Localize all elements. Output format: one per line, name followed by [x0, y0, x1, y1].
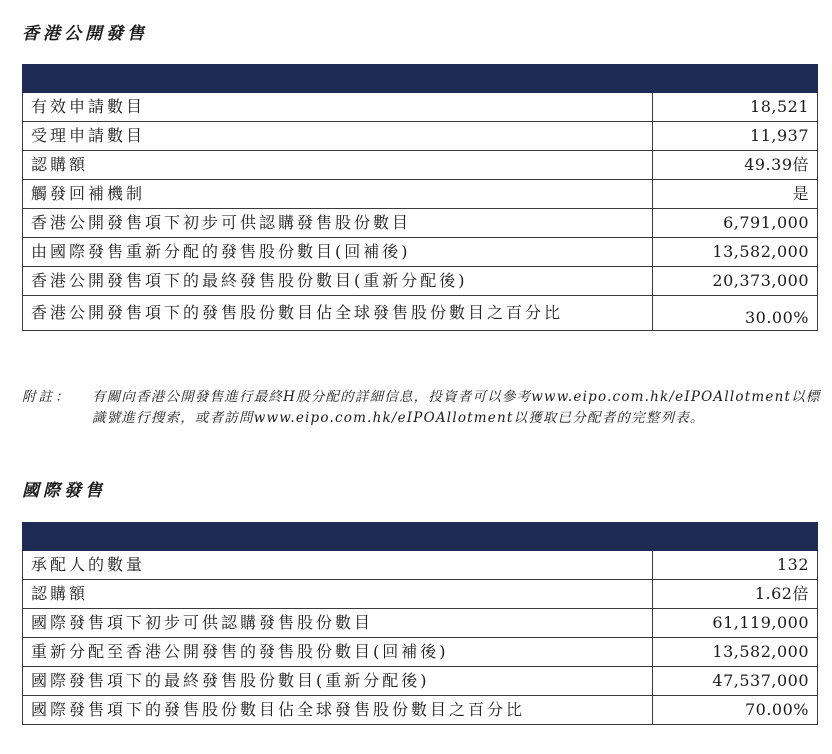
row-value: 是 [653, 180, 818, 209]
table-row [23, 267, 818, 296]
row-value: 132 [653, 551, 818, 580]
row-value: 20,373,000 [653, 267, 818, 296]
table-row [23, 667, 818, 696]
hk-section-title: 香港公開發售 [22, 24, 148, 44]
row-label: 認購額 [23, 151, 653, 180]
row-label: 國際發售項下的最終發售股份數目(重新分配後) [23, 667, 653, 696]
row-label: 由國際發售重新分配的發售股份數目(回補後) [23, 238, 653, 267]
table-row [23, 580, 818, 609]
row-value: 49.39倍 [653, 151, 818, 180]
table-header-band [23, 65, 818, 93]
intl-offering-table [22, 522, 818, 725]
footnote [22, 387, 822, 429]
table-header-band [23, 523, 818, 551]
footnote-lead: 附註： [22, 389, 72, 405]
row-label: 受理申請數目 [23, 122, 653, 151]
table-row [23, 209, 818, 238]
footnote-text: 有關向香港公開發售進行最終H股分配的詳細信息，投資者可以參考www.eipo.com.hk/eIPOAllotment以標識號進行搜索，或者訪問www.eipo.com.hk/eIPOAllotment以獲取已分配者的完整列表。 [92, 389, 821, 426]
row-value: 1.62倍 [653, 580, 818, 609]
table-row [23, 122, 818, 151]
row-value: 13,582,000 [653, 638, 818, 667]
row-value: 70.00% [653, 696, 818, 725]
table-row [23, 696, 818, 725]
table-row [23, 609, 818, 638]
table-row [23, 551, 818, 580]
row-label: 承配人的數量 [23, 551, 653, 580]
row-value: 13,582,000 [653, 238, 818, 267]
table-row [23, 151, 818, 180]
row-label: 香港公開發售項下初步可供認購發售股份數目 [23, 209, 653, 238]
row-value: 18,521 [653, 93, 818, 122]
row-label: 重新分配至香港公開發售的發售股份數目(回補後) [23, 638, 653, 667]
intl-section-title: 國際發售 [22, 481, 106, 501]
row-value: 30.00% [653, 296, 818, 331]
hk-offering-table [22, 64, 818, 331]
table-row [23, 638, 818, 667]
row-label: 國際發售項下的發售股份數目佔全球發售股份數目之百分比 [23, 696, 653, 725]
row-value: 47,537,000 [653, 667, 818, 696]
row-label: 香港公開發售項下的發售股份數目佔全球發售股份數目之百分比 [23, 296, 653, 331]
row-label: 香港公開發售項下的最終發售股份數目(重新分配後) [23, 267, 653, 296]
row-label: 認購額 [23, 580, 653, 609]
row-label: 有效申請數目 [23, 93, 653, 122]
table-row [23, 238, 818, 267]
row-label: 觸發回補機制 [23, 180, 653, 209]
table-row [23, 93, 818, 122]
row-value: 61,119,000 [653, 609, 818, 638]
row-value: 6,791,000 [653, 209, 818, 238]
table-row [23, 296, 818, 331]
row-value: 11,937 [653, 122, 818, 151]
table-row [23, 180, 818, 209]
row-label: 國際發售項下初步可供認購發售股份數目 [23, 609, 653, 638]
